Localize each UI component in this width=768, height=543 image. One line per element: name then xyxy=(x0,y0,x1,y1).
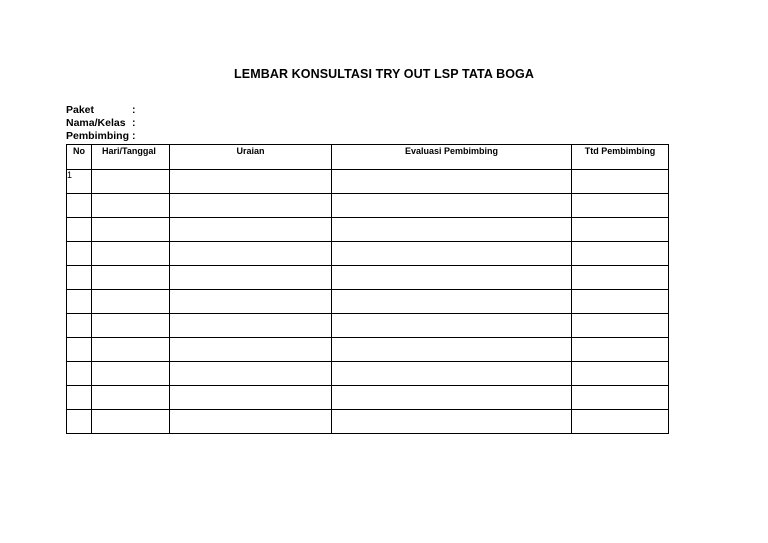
cell-evaluasi-pembimbing xyxy=(332,386,572,410)
header-evaluasi-pembimbing: Evaluasi Pembimbing xyxy=(332,145,572,170)
cell-ttd-pembimbing xyxy=(572,362,669,386)
table-row xyxy=(67,170,669,194)
header-no: No xyxy=(67,145,92,170)
header-uraian: Uraian xyxy=(170,145,332,170)
table-row xyxy=(67,338,669,362)
cell-hari-tanggal xyxy=(92,218,170,242)
table-row xyxy=(67,218,669,242)
cell-evaluasi-pembimbing xyxy=(332,362,572,386)
header-ttd-pembimbing: Ttd Pembimbing xyxy=(572,145,669,170)
nama-kelas-row xyxy=(66,117,142,130)
table-row xyxy=(67,362,669,386)
cell-evaluasi-pembimbing xyxy=(332,218,572,242)
cell-evaluasi-pembimbing xyxy=(332,266,572,290)
cell-no xyxy=(67,338,92,362)
cell-uraian xyxy=(170,338,332,362)
header-hari-tanggal: Hari/Tanggal xyxy=(92,145,170,170)
cell-uraian xyxy=(170,386,332,410)
cell-ttd-pembimbing xyxy=(572,242,669,266)
cell-hari-tanggal xyxy=(92,242,170,266)
cell-no xyxy=(67,410,92,434)
cell-hari-tanggal xyxy=(92,386,170,410)
table-row xyxy=(67,410,669,434)
table-row xyxy=(67,266,669,290)
cell-uraian xyxy=(170,194,332,218)
cell-no xyxy=(67,362,92,386)
pembimbing-colon: : xyxy=(132,130,136,142)
cell-evaluasi-pembimbing xyxy=(332,338,572,362)
cell-evaluasi-pembimbing xyxy=(332,170,572,194)
cell-hari-tanggal xyxy=(92,290,170,314)
cell-uraian xyxy=(170,314,332,338)
cell-no xyxy=(67,194,92,218)
cell-uraian xyxy=(170,242,332,266)
cell-ttd-pembimbing xyxy=(572,290,669,314)
cell-ttd-pembimbing xyxy=(572,314,669,338)
cell-no xyxy=(67,290,92,314)
paket-label: Paket xyxy=(66,104,95,116)
cell-hari-tanggal xyxy=(92,170,170,194)
table-row xyxy=(67,242,669,266)
cell-hari-tanggal xyxy=(92,410,170,434)
cell-ttd-pembimbing xyxy=(572,266,669,290)
cell-ttd-pembimbing xyxy=(572,170,669,194)
document-title: LEMBAR KONSULTASI TRY OUT LSP TATA BOGA xyxy=(234,67,534,81)
cell-hari-tanggal xyxy=(92,362,170,386)
table-row xyxy=(67,194,669,218)
table-row xyxy=(67,314,669,338)
cell-uraian xyxy=(170,362,332,386)
cell-ttd-pembimbing xyxy=(572,218,669,242)
paket-row xyxy=(66,104,142,117)
table-header-row xyxy=(67,145,669,170)
cell-evaluasi-pembimbing xyxy=(332,314,572,338)
cell-no xyxy=(67,218,92,242)
nama-kelas-label: Nama/Kelas xyxy=(66,117,126,129)
cell-hari-tanggal xyxy=(92,266,170,290)
cell-hari-tanggal xyxy=(92,314,170,338)
cell-hari-tanggal xyxy=(92,194,170,218)
pembimbing-label: Pembimbing xyxy=(66,130,130,142)
cell-uraian xyxy=(170,218,332,242)
cell-ttd-pembimbing xyxy=(572,338,669,362)
cell-hari-tanggal xyxy=(92,338,170,362)
table-row xyxy=(67,386,669,410)
nama-kelas-colon: : xyxy=(132,117,136,129)
cell-uraian xyxy=(170,266,332,290)
pembimbing-row xyxy=(66,130,142,143)
cell-evaluasi-pembimbing xyxy=(332,194,572,218)
cell-no: 1 xyxy=(67,170,92,194)
cell-no xyxy=(67,266,92,290)
cell-ttd-pembimbing xyxy=(572,386,669,410)
cell-uraian xyxy=(170,410,332,434)
cell-no xyxy=(67,242,92,266)
info-block xyxy=(66,104,142,143)
cell-ttd-pembimbing xyxy=(572,194,669,218)
cell-evaluasi-pembimbing xyxy=(332,290,572,314)
cell-uraian xyxy=(170,170,332,194)
cell-no xyxy=(67,314,92,338)
paket-colon: : xyxy=(132,104,136,116)
cell-no xyxy=(67,386,92,410)
table-body xyxy=(67,170,669,434)
table-row xyxy=(67,290,669,314)
cell-evaluasi-pembimbing xyxy=(332,410,572,434)
cell-uraian xyxy=(170,290,332,314)
consultation-table xyxy=(66,144,669,434)
cell-ttd-pembimbing xyxy=(572,410,669,434)
cell-evaluasi-pembimbing xyxy=(332,242,572,266)
